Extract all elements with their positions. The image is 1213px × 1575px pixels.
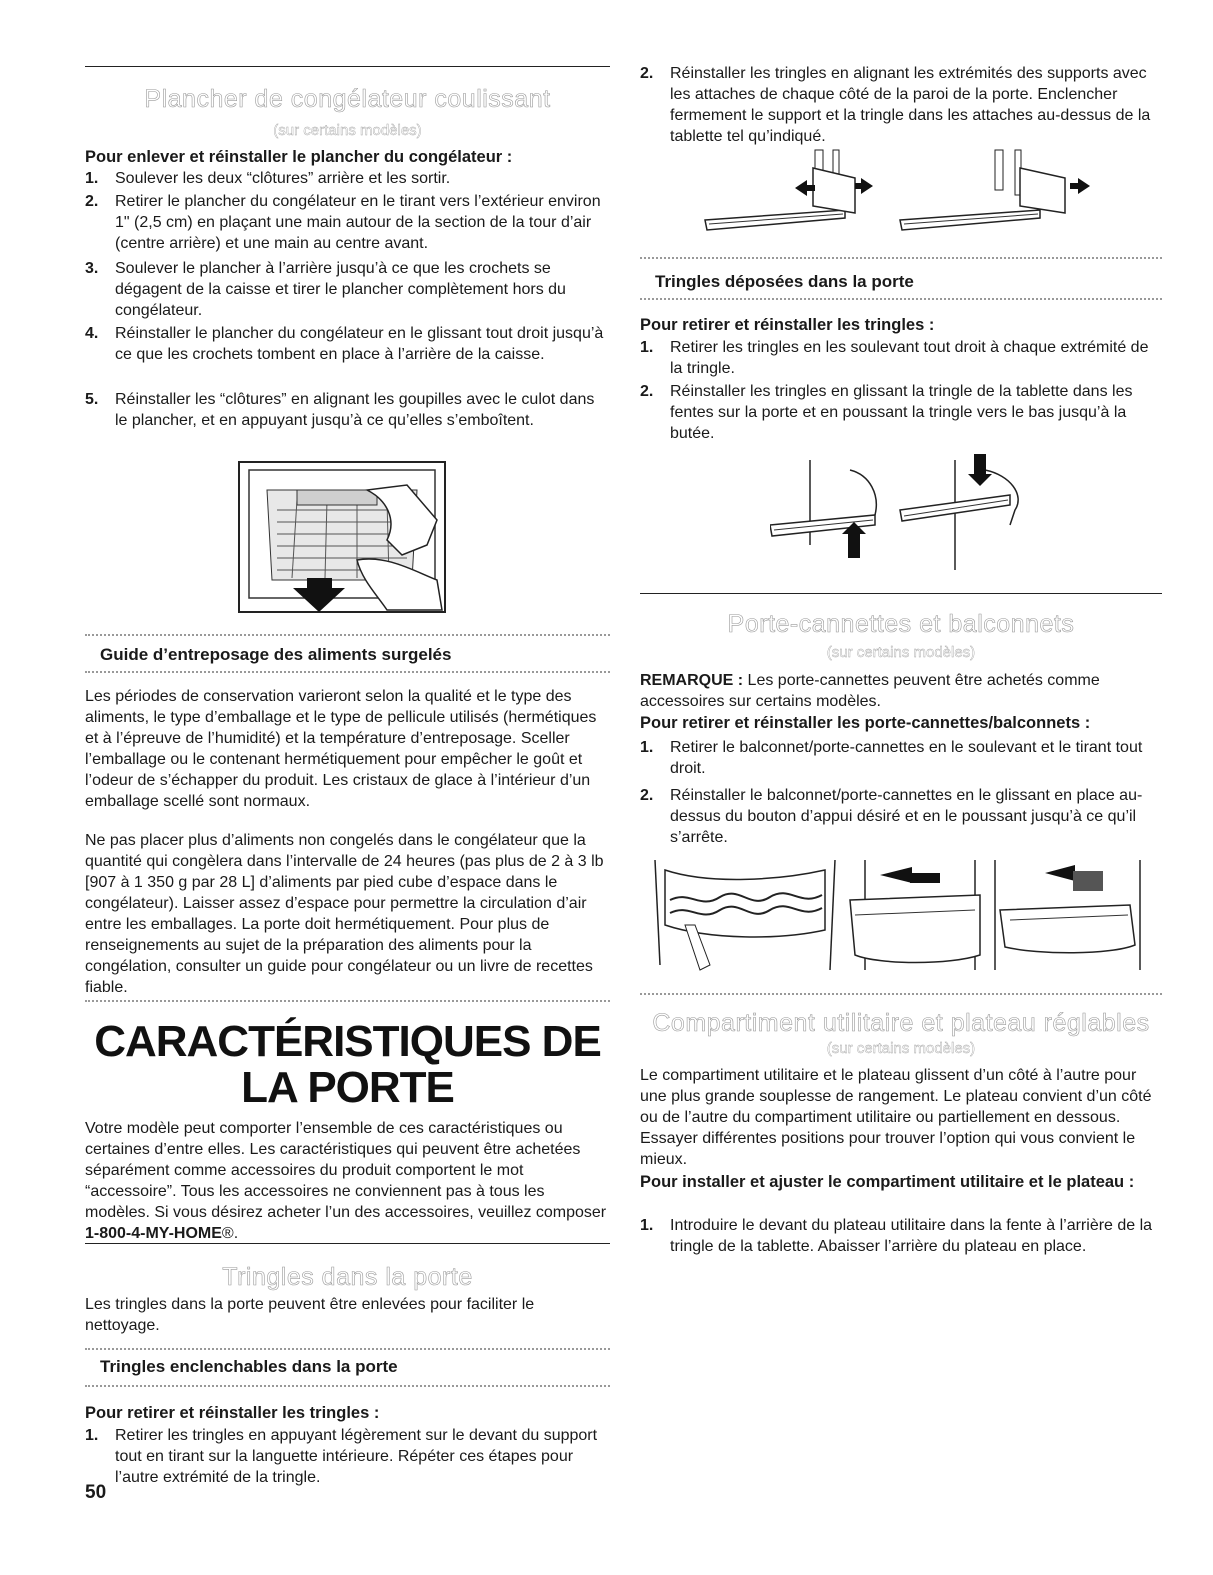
- step-number: 5.: [85, 391, 99, 408]
- note-label: REMARQUE :: [640, 672, 744, 689]
- box-heading-deposees: Tringles déposées dans la porte: [655, 272, 914, 291]
- step-item: [640, 63, 1162, 147]
- door-features-title-line1: CARACTÉRISTIQUES DE: [94, 1017, 601, 1066]
- step-number: 2.: [640, 65, 654, 82]
- tringles-paragraph: Les tringles dans la porte peuvent être enlevées pour faciliter le nettoyage.: [85, 1296, 535, 1334]
- section-rule: [85, 1243, 610, 1244]
- step-number: 1.: [85, 1427, 99, 1444]
- dotted-rule: [640, 993, 1162, 995]
- door-features-text: Votre modèle peut comporter l’ensemble de ces caractéristiques ou certaines d’entre elles. Les caractéristiques qui peuvent être achetées séparément comme accessoires du produit comportent le mot “accessoire”. Tous les accessoires ne conviennent pas à tous les modèles. Si vous désirez acheter l’un des accessoires, veuillez composer: [85, 1120, 607, 1221]
- heading-installer-compartiment: Pour installer et ajuster le compartiment utilitaire et le plateau :: [640, 1173, 1135, 1191]
- section-subtitle: (sur certains modèles): [826, 644, 976, 661]
- heading-retirer-tringles: Pour retirer et réinstaller les tringles :: [85, 1404, 380, 1422]
- heading-retirer-tringles-deposees: Pour retirer et réinstaller les tringles :: [640, 316, 935, 334]
- step-number: 1.: [85, 170, 99, 187]
- section-title-compartiment: Compartiment utilitaire et plateau réglables: [652, 1009, 1150, 1037]
- step-text: Retirer les tringles en appuyant légèrement sur le devant du support tout en tirant sur la languette intérieure. Répéter ces étapes pour l’autre extrémité de la tringle.: [115, 1427, 598, 1486]
- section-rule: [640, 593, 1162, 594]
- dotted-rule: [85, 634, 610, 636]
- guide-paragraph-1: Les périodes de conservation varieront selon la qualité et le type des aliments, le type d’emballage et le type de pellicule utilisés (hermétiques et à l’épreuve de l’humidité) et la température d’entreposage. Sceller l’emballage ou le contenant hermétiquement pour empêcher le goût et l’odeur de s’échapper du produit. Les cristaux de glace à l’intérieur d’un emballage scellé sont normaux.: [85, 688, 597, 810]
- snap-in-bars-illustration: [695, 148, 1105, 244]
- step-item: [640, 337, 1162, 379]
- phone-suffix: ®.: [221, 1225, 239, 1242]
- section-subtitle: (sur certains modèles): [826, 1040, 976, 1057]
- section-title-cannettes: Porte-cannettes et balconnets: [727, 610, 1075, 638]
- step-item: [85, 258, 610, 321]
- step-number: 2.: [640, 787, 654, 804]
- drop-in-bars-illustration: [770, 450, 1070, 575]
- section-subtitle: (sur certains modèles): [273, 122, 422, 139]
- step-item: [640, 737, 1162, 779]
- step-text: Réinstaller le plancher du congélateur en le glissant tout droit jusqu’à ce que les crochets tombent en place à l’arrière de la caisse.: [115, 325, 604, 363]
- step-text: Réinstaller les tringles en alignant les extrémités des supports avec les attaches de chaque côté de la paroi de la porte. Enclencher fermement le support et la tringle dans les attaches au-dessus de la tablette tel qu’indiqué.: [670, 65, 1151, 145]
- step-number: 1.: [640, 739, 654, 756]
- note-text: Les porte-cannettes peuvent être achetés comme accessoires sur certains modèles.: [640, 672, 1100, 710]
- phone-number: 1-800-4-MY-HOME: [85, 1225, 222, 1242]
- step-number: 1.: [640, 339, 654, 356]
- dotted-rule: [640, 257, 1162, 259]
- dotted-rule: [85, 1385, 610, 1387]
- step-item: [85, 389, 610, 431]
- step-item: [85, 323, 610, 365]
- step-number: 2.: [85, 193, 99, 210]
- step-text: Réinstaller le balconnet/porte-cannettes en le glissant en place au-dessus du bouton d’appui désiré et en le poussant jusqu’à ce qu’il s’arrête.: [670, 787, 1143, 846]
- door-features-paragraph: [85, 1118, 610, 1244]
- compartiment-paragraph: Le compartiment utilitaire et le plateau glissent d’un côté à l’autre pour une plus grande souplesse de rangement. Le plateau convient d’un côté ou de l’autre du compartiment utilitaire ou partiellement en dessous. Essayer différentes positions pour trouver l’option qui vous convient le mieux.: [640, 1067, 1152, 1168]
- dotted-rule: [640, 298, 1162, 300]
- dotted-rule: [85, 1000, 610, 1002]
- section-rule: [85, 66, 610, 67]
- heading-plancher: Pour enlever et réinstaller le plancher du congélateur :: [85, 148, 513, 166]
- note-paragraph: [640, 670, 1162, 712]
- step-item: [640, 381, 1162, 444]
- step-number: 3.: [85, 260, 99, 277]
- guide-paragraph-2: Ne pas placer plus d’aliments non congelés dans le congélateur que la quantité qui congèlera dans l’intervalle de 24 heures (pas plus de 2 à 3 lb [907 à 1 350 g par 28 L] d’aliments par pied cube d’espace dans le congélateur). Laisser assez d’espace pour permettre la circulation d’air entre les emballages. La porte doit hermétiquement. Pour plus de renseignements au sujet de la préparation des aliments pour la congélation, consulter un guide pour congélateur ou un livre de recettes fiable.: [85, 832, 604, 996]
- step-number: 2.: [640, 383, 654, 400]
- box-heading-guide: Guide d’entreposage des aliments surgelés: [100, 645, 452, 664]
- section-title-tringles: Tringles dans la porte: [222, 1263, 473, 1291]
- step-text: Retirer le plancher du congélateur en le tirant vers l’extérieur environ 1" (2,5 cm) en plaçant une main autour de la section de la tour d’air (centre arrière) et une main au centre avant.: [115, 193, 601, 252]
- step-item: [640, 785, 1162, 848]
- step-item: [85, 1425, 610, 1488]
- step-item: [85, 191, 610, 254]
- step-number: 1.: [640, 1217, 654, 1234]
- can-rack-bins-illustration: [650, 855, 1160, 975]
- section-title-plancher: Plancher de congélateur coulissant: [144, 85, 551, 113]
- door-features-title-line2: LA PORTE: [241, 1063, 454, 1112]
- box-heading-enclenchables: Tringles enclenchables dans la porte: [100, 1357, 398, 1376]
- freezer-floor-illustration: [237, 460, 447, 618]
- heading-retirer-cannettes: Pour retirer et réinstaller les porte-cannettes/balconnets :: [640, 714, 1091, 732]
- step-text: Réinstaller les tringles en glissant la tringle de la tablette dans les fentes sur la porte et en poussant la tringle vers le bas jusqu’à la butée.: [670, 383, 1133, 442]
- dotted-rule: [85, 671, 610, 673]
- step-number: 4.: [85, 325, 99, 342]
- step-item: [640, 1215, 1162, 1257]
- step-text: Soulever les deux “clôtures” arrière et les sortir.: [115, 170, 451, 187]
- step-text: Retirer les tringles en les soulevant tout droit à chaque extrémité de la tringle.: [670, 339, 1149, 377]
- step-text: Introduire le devant du plateau utilitaire dans la fente à l’arrière de la tringle de la tablette. Abaisser l’arrière du plateau en place.: [670, 1217, 1153, 1255]
- dotted-rule: [85, 1348, 610, 1350]
- page-number: 50: [85, 1482, 107, 1503]
- step-text: Soulever le plancher à l’arrière jusqu’à ce que les crochets se dégagent de la caisse et tirer le plancher complètement hors du congélateur.: [115, 260, 566, 319]
- step-text: Réinstaller les “clôtures” en alignant les goupilles avec le culot dans le plancher, et en appuyant jusqu’à ce qu’elles s’emboîtent.: [115, 391, 595, 429]
- step-text: Retirer le balconnet/porte-cannettes en le soulevant et le tirant tout droit.: [670, 739, 1143, 777]
- step-item: [85, 168, 610, 189]
